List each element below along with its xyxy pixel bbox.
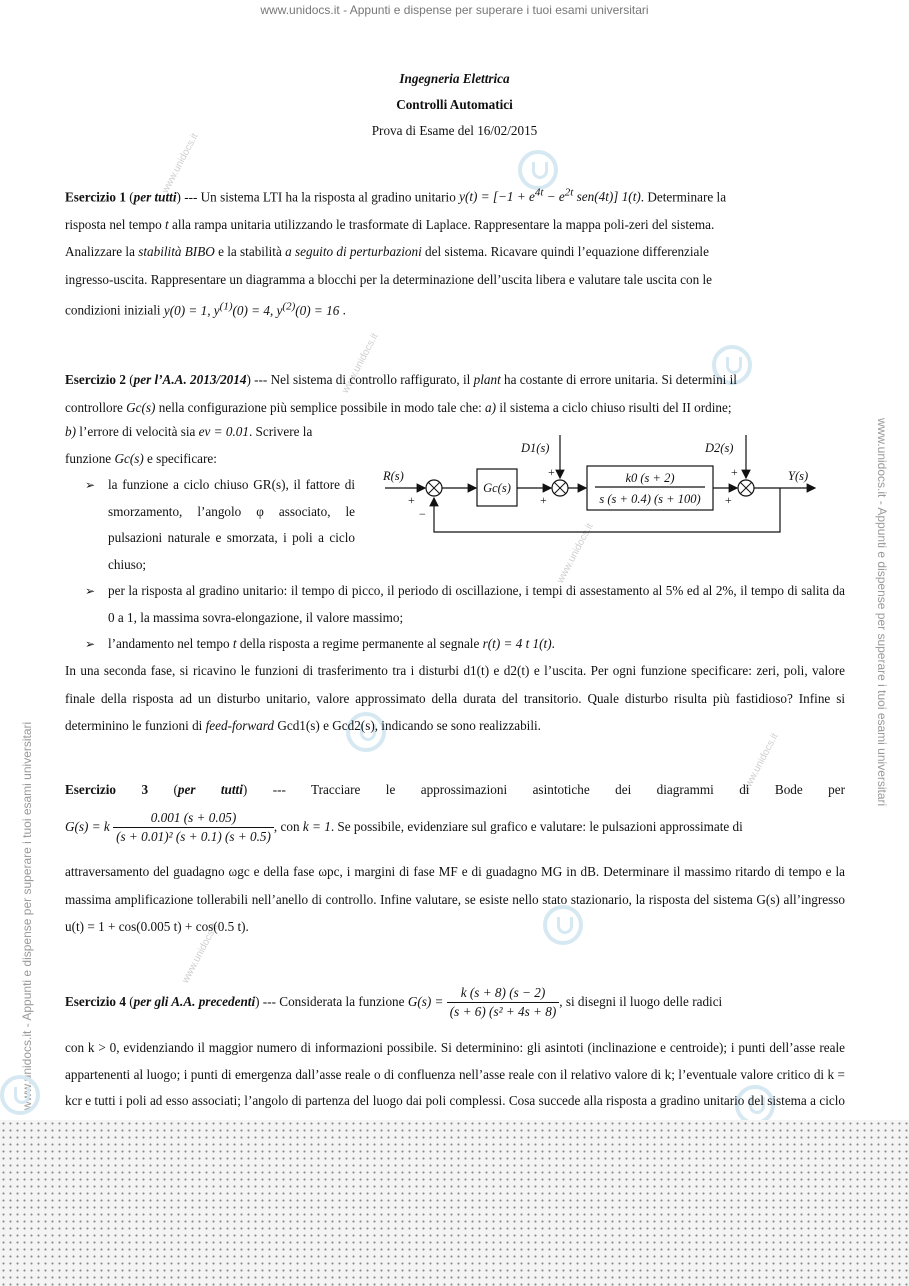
arrow-bullet-icon: ➢ [85, 584, 96, 598]
sum-plus-sign: + [408, 493, 415, 507]
exercise-3-intro: Esercizio 3 (per tutti) --- Tracciare le approssimazioni asintotiche dei diagrammi di Bode per [65, 782, 845, 797]
exercise-4-title: Esercizio 4 [65, 994, 126, 1009]
exercise-3-formula-line: G(s) = k $\frac{0.001 (s + 0.05)}{\text{(s + 0.01)² (s + 0.1) (s + 0.5)}}$ , con k = 1. Se possibile, evidenziare sul grafico e valutare: le pulsazioni approssimate di [65, 810, 743, 845]
preview-dot-overlay [0, 1120, 909, 1286]
bullet-2: ➢ per la risposta al gradino unitario: il tempo di picco, il periodo di oscillazione, i tempi di assestamento al 5% ed al 2%, il tempo di salita da 0 a 1, la massima sovra-elongazione, il valore massimo; [85, 578, 845, 631]
exercise-2-title: Esercizio 2 [65, 372, 126, 387]
exercise-2-intro: Esercizio 2 (per l’A.A. 2013/2014) --- Nel sistema di controllo raffigurato, il plant ha costante di errore unitaria. Si determini il controllore Gc(s) nella configurazione più semplice possibile in modo tale che: a) il sistema a ciclo chiuso risulti del II ordine; [65, 372, 737, 415]
watermark-logo-icon [0, 1075, 40, 1115]
disturbance-1-label: D1(s) [521, 441, 550, 455]
exercise-3-body: attraversamento del guadagno ωgc e della fase ωpc, i margini di fase MF e di guadagno MG in dB. Determinare il massimo ritardo di tempo e la massima amplificazione tollerabili nell’anello di controllo. Infine valutare, se esiste nello stato stazionario, la risposta del sistema G(s) all’ingresso u(t) = 1 + cos(0.005 t) + cos(0.5 t). [65, 864, 845, 934]
bullet-1: ➢ la funzione a ciclo chiuso GR(s), il fattore di smorzamento, l’angolo φ associato, le pulsazioni naturale e smorzata, i poli a ciclo chiuso; [85, 472, 355, 578]
watermark-text: www.unidocs.it [180, 921, 221, 986]
plant-numerator: k0 (s + 2) [625, 471, 675, 485]
course-name: Ingegneria Elettrica [399, 71, 510, 86]
watermark-text: www.unidocs.it [740, 731, 781, 796]
input-label: R(s) [383, 469, 404, 483]
document-header [0, 66, 909, 144]
bullet-3: ➢ l’andamento nel tempo t della risposta a regime permanente al segnale r(t) = 4 t 1(t). [85, 631, 845, 658]
disturbance-2-label: D2(s) [705, 441, 734, 455]
exam-date: Prova di Esame del 16/02/2015 [371, 123, 538, 138]
sum-plus-sign: + [731, 465, 738, 479]
watermark-text: www.unidocs.it [340, 331, 381, 396]
exercise-1-title: Esercizio 1 [65, 189, 126, 205]
exercise-4-intro: Esercizio 4 (per gli A.A. precedenti) --- Considerata la funzione G(s) = $\frac{k (s + 8) (s - 2)}{\text{(s + 6) (s² + 4s + 8)}}$ , si disegni il luogo delle radici [65, 985, 723, 1020]
site-banner: www.unidocs.it - Appunti e dispense per superare i tuoi esami universitari [260, 3, 649, 17]
exercise-4-audience: per gli A.A. precedenti [133, 994, 256, 1009]
block-diagram [375, 430, 825, 550]
arrow-bullet-icon: ➢ [85, 637, 96, 651]
side-watermark-left: www.unidocs.it - Appunti e dispense per superare i tuoi esami universitari [20, 721, 34, 1110]
bode-transfer-function: $\frac{0.001 (s + 0.05)}{\text{(s + 0.01)² (s + 0.1) (s + 0.5)}}$ [113, 809, 274, 846]
sum-plus-sign: + [540, 493, 547, 507]
plant-denominator: s (s + 0.4) (s + 100) [599, 492, 701, 506]
watermark-text: www.unidocs.it [555, 521, 596, 586]
exercise-3-audience: per tutti [177, 782, 243, 797]
side-watermark-right: www.unidocs.it - Appunti e dispense per superare i tuoi esami universitari [875, 418, 889, 807]
sum-minus-sign: − [419, 507, 426, 521]
arrow-bullet-icon: ➢ [85, 478, 96, 492]
exercise-3-title: Esercizio 3 [65, 782, 149, 797]
exercise-4-body: con k > 0, evidenziando il maggior numero di informazioni possibile. Si determinino: gli asintoti (inclinazione e centroide); i punti dell’asse reale appartenenti al luogo; i punti di emergenza dall’asse reale o di confluenza nell’asse reale con il relativo valore di k; l’eventuale valore critico di k = kcr e tutti i poli ad esso associati; l’angolo di partenza del luogo dai poli complessi. Cosa succede alla risposta a gradino unitario del sistema a ciclo [65, 1040, 845, 1108]
watermark-text: www.unidocs.it [160, 131, 201, 196]
sum-plus-sign: + [548, 465, 555, 479]
root-locus-transfer-function: $\frac{k (s + 8) (s - 2)}{\text{(s + 6) (s² + 4s + 8)}}$ [447, 984, 559, 1021]
output-label: Y(s) [788, 469, 809, 483]
exercise-2-second-phase: In una seconda fase, si ricavino le funzioni di trasferimento tra i disturbi d1(t) e d2(t) e l’uscita. Per ogni funzione specificare: zeri, poli, valore finale della risposta ad un disturbo unitario, valore approssimato della durata del transitorio. Quale disturbo risulta più fastidioso? Infine si determinino le funzioni di feed-forward Gcd1(s) e Gcd2(s), indicando se sono realizzabili. [65, 663, 845, 733]
subject-name: Controlli Automatici [396, 97, 513, 112]
exercise-1: Esercizio 1 (per tutti) --- Un sistema LTI ha la risposta al gradino unitario $y(t) = [-1 + e^{4t} - e^{2t}$ sen(4t)] 1(t). Determinare la risposta nel tempo t alla rampa unitaria utilizzando le trasformate di Laplace. Rappresentare la mappa poli-zeri del sistema. Analizzare la stabilità BIBO e la stabilità a seguito di perturbazioni del sistema. Ricavare quindi l’equazione differenziale ingresso-uscita. Rappresentare un diagramma a blocchi per la determinazione dell’uscita libera e valutare tale uscita con le condizioni iniziali y(0) = 1, $y^{(1)}(0) = 4$, $y^{(2)}(0) = 16$ . [65, 187, 727, 318]
exercise-2-audience: per l’A.A. 2013/2014 [133, 372, 247, 387]
sum-plus-sign: + [725, 493, 732, 507]
exercise-1-audience: per tutti [133, 189, 177, 205]
controller-label: Gc(s) [483, 481, 511, 495]
exercise-2-side-text: b) l’errore di velocità sia ev = 0.01. Scrivere la funzione Gc(s) e specificare: [65, 424, 313, 466]
